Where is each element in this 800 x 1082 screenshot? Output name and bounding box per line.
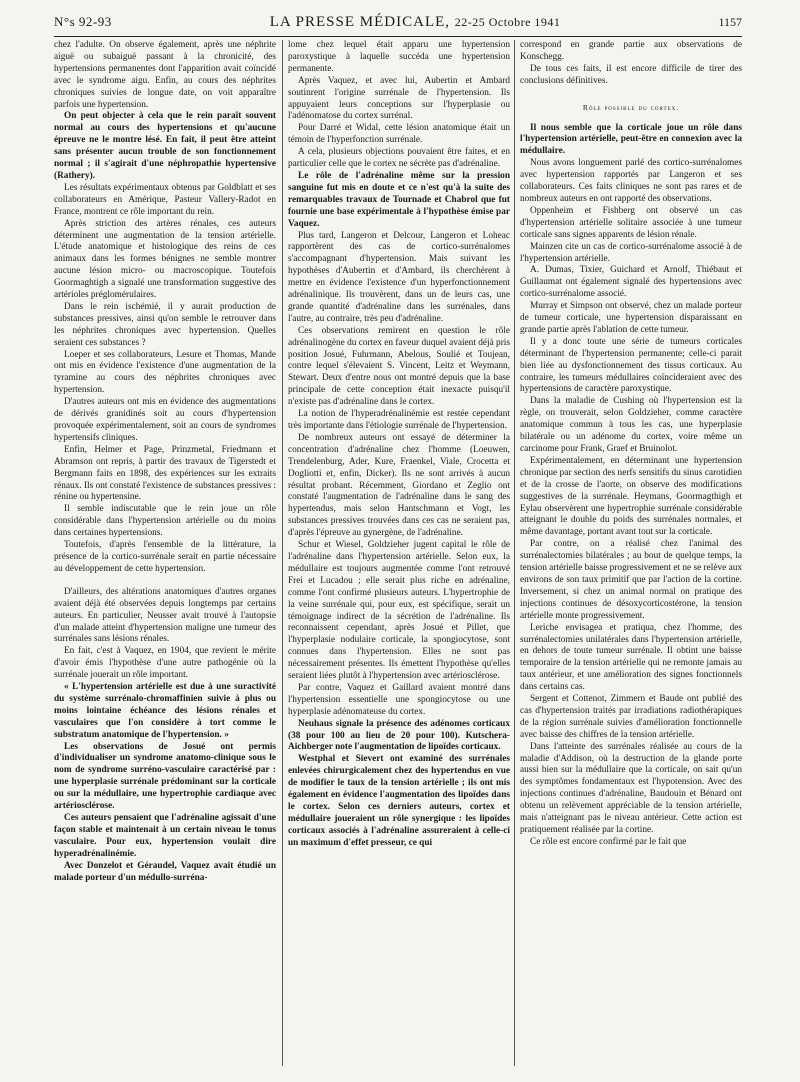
paragraph: Enfin, Helmer et Page, Prinzmetal, Friedmann et Abramson ont repris, à partir des travaux de Tigerstedt et Bergmann faits en 1898, des expériences sur les extraits rénaux. Ils ont constaté l'existence de substances pressives : rénine ou hypertensine. [54,444,276,503]
paragraph: D'autres auteurs ont mis en évidence des augmentations de dérivés granidinés soit au cours d'hypertension provoquée expérimentalement, soit au cours de syndromes hypertensifs cliniques. [54,397,276,443]
paragraph: D'ailleurs, des altérations anatomiques d'autres organes avaient déjà été observées depuis longtemps par certains auteurs. En particulier, Neusser avait trouvé à l'autopsie d'un malade atteint d'hypertension maligne une tumeur des surrénales sans lésions rénales. [54,586,276,645]
paragraph: Avec Donzelot et Géraudel, Vaquez avait étudié un malade porteur d'un médullo-surréna- [54,860,276,883]
paragraph: Oppenheim et Fishberg ont observé un cas d'hypertension artérielle solitaire associée à une tumeur corticale sans signes apparents de lésion rénale. [520,205,742,240]
column-3 [520,40,742,1070]
column-divider [514,40,515,1066]
paragraph: Nous avons longuement parlé des cortico-surrénalomes avec hypertension rapportés par Langeron et ses collaborateurs. Ces faits cliniques ne sont pas rares et de nombreux auteurs en ont rapporté des observations. [520,158,742,204]
paragraph: Il semble indiscutable que le rein joue un rôle considérable dans l'hypertension artérielle ou du moins dans certaines hypertensions. [54,504,276,539]
paragraph: chez l'adulte. On observe également, après une néphrite aiguë ou subaiguë passant à la chronicité, des hypertensions permanentes dont l'apparition avait coïncidé avec le syndrome aigu. Enfin, au cours des néphrites chroniques suivies de longue date, on voit apparaître parfois une hypertension. [54,40,276,110]
paragraph: Les observations de Josué ont permis d'individualiser un syndrome anatomo-clinique sous le nom de syndrome surréno-vasculaire caractérisé par : une hyperplasie surrénale prédominant sur la corticale ou sur la médullaire, une hypertrophie cardiaque avec artériosclérose. [54,741,276,812]
paragraph: correspond en grande partie aux observations de Konschegg. [520,40,742,62]
paragraph: Ces observations remirent en question le rôle adrénalinogène du cortex en faveur duquel avaient déjà pris position Josué, Fuhrmann, Abelous, Soulié et Toujean, contre lequel s'élevaient S. Vincent, Leitz et Weymann, Stewart. Deux d'entre nous ont montré depuis que la base principale de cette conception était inexacte puisqu'il n'existe pas d'adrénaline dans le cortex. [288,325,510,408]
section-heading: Rôle possible du cortex. [582,102,680,112]
column-1 [54,40,276,1070]
paragraph: Ce rôle est encore confirmé par le fait que [530,836,687,847]
paragraph: Schur et Wiesel, Goldzieher jugent capital le rôle de l'adrénaline dans l'hypertension artérielle. Selon eux, la médullaire est toujours augmentée comme l'ont retrouvé Frei et Lucadou ; elle serait plus riche en adrénaline, comme l'ont confirmé plusieurs auteurs. L'hypertrophie de la veine surrénale qui, pour eux, est spécifique, serait un témoignage indirect de la sécrétion de l'adrénaline. Ils reconnaissent cependant, après Josué et Pillet, que l'hyperplasie nodulaire corticale, la spongiocytose, sont connues dans l'hypertension. Elles ne sont pas nécessairement présentes. Ils émettent l'hypothèse qu'elles seraient liées plutôt à l'hypertension avec artériosclérose. [288,540,510,682]
quotation: « L'hypertension artérielle est due à une suractivité du système surrénalo-chromaffinien suivie à plus ou moins lointaine échéance des lésions rénales et vasculaires que l'on considère à tort comme le substratum anatomique de l'hypertension. » [54,682,276,740]
paragraph: Il y a donc toute une série de tumeurs corticales déterminant de l'hypertension permanente; celle-ci parait bien liée au dysfonctionnement des tissus corticaux. Au contraire, les tumeurs médullaires coïncideraient avec des hypertensions de caractère paroxystique. [520,336,742,395]
paragraph: Pour Darré et Widal, cette lésion anatomique était un témoin de l'hyperfonction surrénale. [288,123,510,146]
paragraph: Expérimentalement, en déterminant une hypertension chronique par section des nerfs sensitifs du sinus carotidien et de la crosse de l'aorte, on observe des modifications suggestives de la surrénale. Heymans, Goormagthigh et Eylau observèrent une hypertrophie surrénale considérable atteignant le double du poids des surrénales normales, et même davantage, portant avant tout sur la corticale. [520,455,742,538]
paragraph: On peut objecter à cela que le rein paraît souvent normal au cours des hypertensions et qu'aucune épreuve ne le montre lésé. En fait, il peut être atteint sans présenter aucun trouble de son fonctionnement normal ; il s'agirait d'une néphropathie hypertensive (Rathery). [54,111,276,181]
paragraph: Murray et Simpson ont observé, chez un malade porteur de tumeur corticale, une hypertension disparaissant en grande partie après l'ablation de cette tumeur. [520,301,742,335]
paragraph: Dans l'atteinte des surrénales réalisée au cours de la maladie d'Addison, où la destruction de la glande porte aussi bien sur la médullaire que la corticale, on sait qu'un des symptômes fondamentaux est l'hypotension. Avec des injections continues d'adrénaline, Baudouin et Bénard ont obtenu un relèvement appréciable de la tension artérielle, mais n'atteignant pas le niveau antérieur. Cette action est pratiquement réalisée par la cortine. [520,741,742,835]
paragraph: Plus tard, Langeron et Delcour, Langeron et Loheac rapportèrent des cas de cortico-surrénalomes s'accompagnant d'hypertension. Mais suivant les hypothèses d'Aubertin et d'Ambard, ils cherchèrent à mettre en évidence l'existence d'un hyperfonctionnement adrénalinique. Ils trouvèrent, dans un de leurs cas, une grande quantité d'adrénaline dans les surrénales, dans l'autre, au contraire, très peu d'adrénaline. [288,230,510,324]
paragraph: Sergent et Cottenot, Zimmern et Baude ont publié des cas d'hypertension traités par irradiations radiothérapiques de la région surrénale suivies d'amélioration fonctionnelle avec baisse des chiffres de la tension artérielle. [520,694,742,740]
paragraph: En fait, c'est à Vaquez, en 1904, que revient le mérite d'avoir émis l'hypothèse d'une autre pathogénie où la surrénale jouerait un rôle important. [54,646,276,681]
paragraph: Dans le rein ischémié, il y aurait production de substances pressives, ainsi qu'on semble le retrouver dans les néphrites chroniques avec hypertension. Quelles seraient ces substances ? [54,301,276,348]
paragraph: Neuhaus signale la présence des adénomes corticaux (38 pour 100 au lieu de 20 pour 100). Kutschera-Aichberger note l'augmentation de lipoïdes corticaux. [288,718,510,753]
journal-title [270,14,561,31]
paragraph: A. Dumas, Tixier, Guichard et Arnolf, Thiébaut et Guillaumat ont également signalé des hypertensions avec cortico-surrénalome associé. [520,265,742,300]
paragraph: Westphal et Sievert ont examiné des surrénales enlevées chirurgicalement chez des hypertendus en vue de modifier le taux de la tension artérielle ; ils ont mis également en évidence l'augmentation des lipoïdes dans le cortex. Selon ces derniers auteurs, cortex et médullaire joueraient un rôle synergique : les lipoïdes corticaux associés à l'adrénaline assureraient à celle-ci un maximum d'effet presseur, ce qui [288,754,510,848]
paragraph: Par contre, on a réalisé chez l'animal des surrénalectomies bilatérales ; au bout de quelque temps, la tension artérielle baisse progressivement et ne se relève aux environs de son taux primitif que par l'action de la cortine. Inversement, si chez un animal normal on pratique des injections continues de désoxycorticostérone, la tension artérielle monte progressivement. [520,539,742,621]
paragraph: Leriche envisagea et pratiqua, chez l'homme, des surrénalectomies unilatérales dans l'hypertension artérielle, en dehors de toute tumeur surrénale. Il obtint une baisse temporaire de la tension artérielle qui ne remonte jamais au taux antérieur, et une amélioration des signes fonctionnels dans certains cas. [520,622,742,693]
paragraph: De tous ces faits, il est encore difficile de tirer des conclusions définitives. [520,63,742,86]
paragraph: Mainzen cite un cas de cortico-surrénalome associé à de l'hypertension artérielle. [520,241,742,264]
paragraph: lome chez lequel était apparu une hypertension paroxystique à laquelle succéda une hypertension permanente. [288,40,510,74]
paragraph: Après Vaquez, et avec lui, Aubertin et Ambard soutinrent l'origine surrénale de l'hypertension. Ils appuyaient leurs conceptions sur l'hyperplasie ou l'adénomatose du cortex surrénal. [288,75,510,122]
paragraph: Toutefois, d'après l'ensemble de la littérature, la présence de la cortico-surrénale serait en partie nécessaire au développement de cette hypertension. [54,540,276,574]
paragraph: Les résultats expérimentaux obtenus par Goldblatt et ses collaborateurs en Amérique, Pasteur Vallery-Radot en France, montrent ce rôle important du rein. [54,182,276,217]
page-number: 1157 [718,15,742,29]
column-divider [282,40,283,1066]
paragraph: La notion de l'hyperadrénalinémie est restée cependant très importante dans l'étiologie surrénale de l'hypertension. [288,409,510,431]
paragraph: Ces auteurs pensaient que l'adrénaline agissait d'une façon stable et maintenait à un certain niveau le tonus vasculaire. Pour eux, hypertension voulait dire hyperadrénalinémie. [54,813,276,859]
paragraph: Loeper et ses collaborateurs, Lesure et Thomas, Mande ont mis en évidence l'existence d'une augmentation de la tyramine au cours des néphrites chroniques avec hypertension. [54,349,276,396]
issue-number: N°s 92-93 [54,14,112,29]
column-2 [288,40,510,1070]
paragraph: A cela, plusieurs objections pouvaient être faites, et en particulier celle que le cortex ne sécrète pas d'adrénaline. [288,147,510,170]
paragraph: De nombreux auteurs ont essayé de déterminer la concentration d'adrénaline chez l'homme (Loeuwen, Trendelenburg, Ader, Kure, Fraenkel, Viale, Crocetta et Dogliotti et, enfin, Dicker). Ils ne sont arrivés à aucun résultat probant. Récemment, Giordano et Zeglio ont constaté l'augmentation de l'adrénaline dans le sang des hypertendus, mais selon Hantschmann et Vogt, les substances pressives trouvées dans ces cas ne seraient pas, d'après l'épreuve au gynergène, de l'adrénaline. [288,432,510,539]
page-header [54,14,742,37]
journal-name: LA PRESSE MÉDICALE, [269,14,451,30]
paragraph: Il nous semble que la corticale joue un rôle dans l'hypertension artérielle, peut-être en connexion avec la médullaire. [520,122,742,157]
paragraph: Par contre, Vaquez et Gaillard avaient montré dans l'hypertension essentielle une spongiocytose ou une hyperplasie adénomateuse du cortex. [288,682,510,717]
issue-date: 22-25 Octobre 1941 [454,15,561,29]
paragraph: Dans la maladie de Cushing où l'hypertension est la règle, on trouverait, selon Goldzieher, comme caractère anatomique commun à tous les cas, une hyperplasie bilatérale ou un adénome du cortex, voire même un carcinome pour Frank, Graef et Bruinolot. [520,396,742,454]
paragraph: Le rôle de l'adrénaline même sur la pression sanguine fut mis en doute et ce n'est qu'à la suite des remarquables travaux de Tournade et Chabrol que fut fournie une base expérimentale à l'hypothèse émise par Vaquez. [288,170,510,229]
paragraph: Après striction des artères rénales, ces auteurs déterminent une augmentation de la tension artérielle. L'étude anatomique et histologique des reins de ces animaux dans les formes bénignes ne semble montrer aucune lésion micro- ou macroscopique. Toutefois Goormaghtigh a signalé une transformation suggestive des artérioles préglomérulaires. [54,218,276,301]
